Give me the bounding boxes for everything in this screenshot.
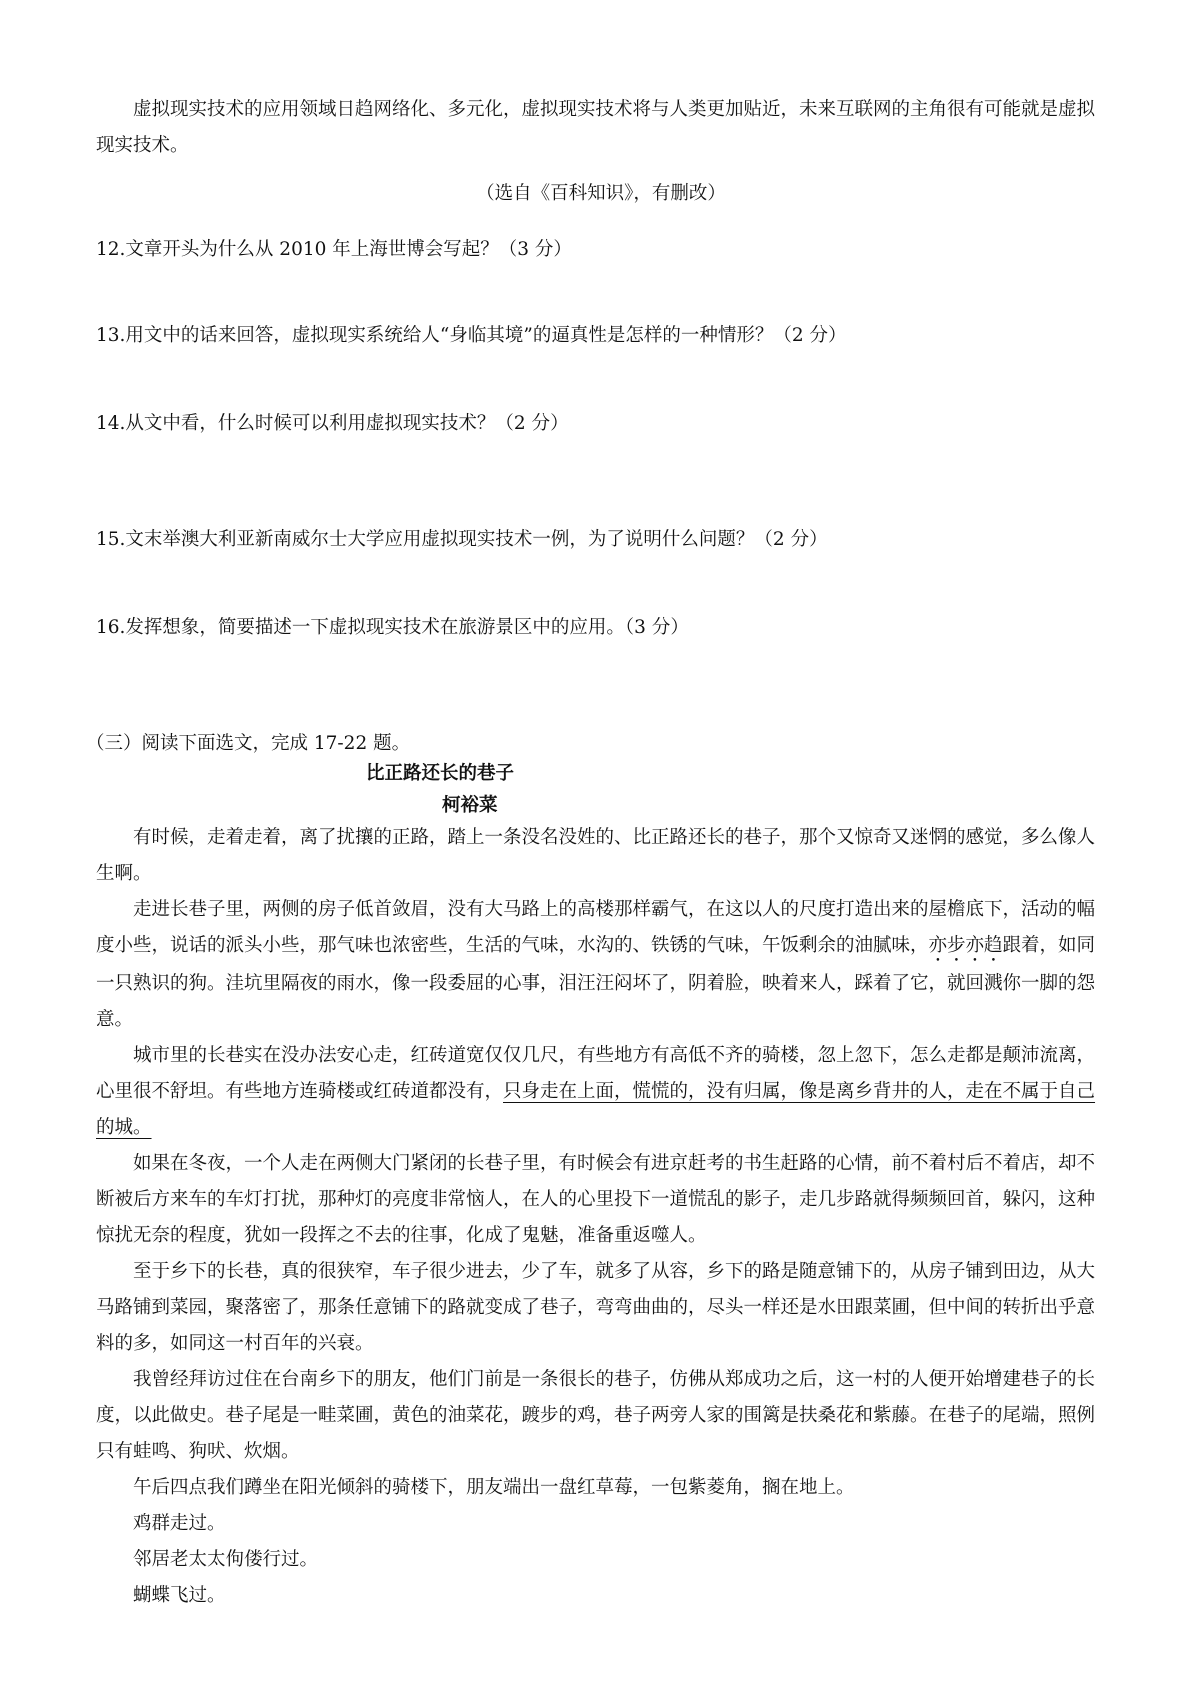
passage-source-note: （选自《百科知识》，有删改） [476,183,726,204]
emphasized-phrase: 亦步亦趋 [928,935,1003,956]
article-paragraph-1: 有时候，走着走着，离了扰攘的正路，踏上一条没名没姓的、比正路还长的巷子，那个又惊奇又迷惘的感觉，多么像人生啊。 [96,827,1096,884]
article-title: 比正路还长的巷子 [366,763,515,784]
underlined-sentence: 只身走在上面，慌慌的，没有归属，像是离乡背井的人，走在不属于自己的城。 [96,1081,1096,1138]
question-16: 16.发挥想象，简要描述一下虚拟现实技术在旅游景区中的应用。（3 分） [96,617,689,638]
paragraph-2-text-b: 跟着，如同一只熟识的狗。洼坑里隔夜的雨水，像一段委屈的心事，泪汪汪闷坏了，阴着脸，映着来人，踩着了它，就回溅你一脚的怨意。 [96,935,1096,1030]
article-author: 柯裕菜 [442,795,498,816]
section-3-instruction: （三）阅读下面选文，完成 17-22 题。 [86,733,411,754]
article-paragraph-7: 午后四点我们蹲坐在阳光倾斜的骑楼下，朋友端出一盘红草莓，一包紫菱角，搁在地上。 [133,1477,855,1498]
article-paragraph-2 [96,892,1106,1038]
article-paragraph-10: 蝴蝶飞过。 [133,1585,226,1606]
article-paragraph-4: 如果在冬夜，一个人走在两侧大门紧闭的长巷子里，有时候会有进京赶考的书生赶路的心情，前不着村后不着店，却不断被后方来车的车灯打扰，那种灯的亮度非常恼人，在人的心里投下一道慌乱的影子，走几步路就得频频回首，躲闪，这种惊扰无奈的程度，犹如一段挥之不去的往事，化成了鬼魅，准备重返噬人。 [96,1153,1096,1246]
question-13: 13.用文中的话来回答，虚拟现实系统给人“身临其境”的逼真性是怎样的一种情形？（2 分） [96,325,847,346]
question-14: 14.从文中看，什么时候可以利用虚拟现实技术？（2 分） [96,413,569,434]
article-paragraph-5: 至于乡下的长巷，真的很狭窄，车子很少进去，少了车，就多了从容，乡下的路是随意铺下的，从房子铺到田边，从大马路铺到菜园，聚落密了，那条任意铺下的路就变成了巷子，弯弯曲曲的，尽头一样还是水田跟菜圃，但中间的转折出乎意料的多，如同这一村百年的兴衰。 [96,1261,1096,1354]
article-paragraph-3 [96,1038,1106,1146]
article-paragraph-6: 我曾经拜访过住在台南乡下的朋友，他们门前是一条很长的巷子，仿佛从郑成功之后，这一村的人便开始增建巷子的长度，以此做史。巷子尾是一畦菜圃，黄色的油菜花，踱步的鸡，巷子两旁人家的围篱是扶桑花和紫藤。在巷子的尾端，照例只有蛙鸣、狗吠、炊烟。 [96,1369,1096,1462]
question-15: 15.文末举澳大利亚新南威尔士大学应用虚拟现实技术一例，为了说明什么问题？（2 分） [96,529,828,550]
passage-closing-paragraph: 虚拟现实技术的应用领域日趋网络化、多元化，虚拟现实技术将与人类更加贴近，未来互联网的主角很有可能就是虚拟现实技术。 [96,99,1096,156]
paragraph-2-text-a: 走进长巷子里，两侧的房子低首敛眉，没有大马路上的高楼那样霸气，在这以人的尺度打造出来的屋檐底下，活动的幅度小些，说话的派头小些，那气味也浓密些，生活的气味，水沟的、铁锈的气味，午饭剩余的油腻味， [96,899,1096,956]
article-paragraph-8: 鸡群走过。 [133,1513,226,1534]
paragraph-3-text-a: 城市里的长巷实在没办法安心走，红砖道宽仅仅几尺，有些地方有高低不齐的骑楼，忽上忽下，怎么走都是颠沛流离，心里很不舒坦。有些地方连骑楼或红砖道都没有， [96,1045,1096,1102]
article-paragraph-9: 邻居老太太佝偻行过。 [133,1549,319,1570]
article-body [96,820,1106,1614]
question-12: 12.文章开头为什么从 2010 年上海世博会写起？（3 分） [96,239,572,260]
